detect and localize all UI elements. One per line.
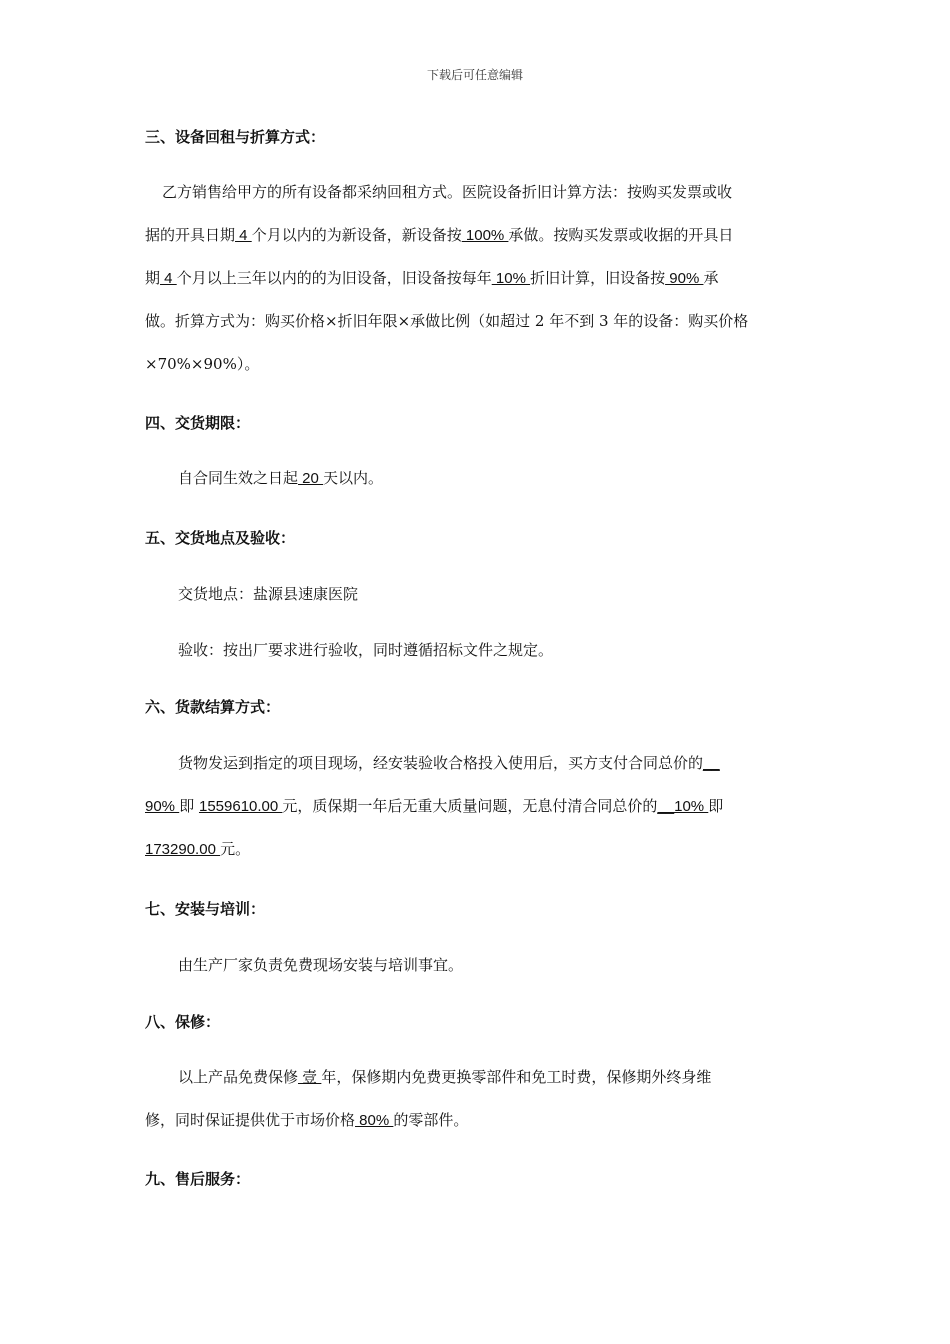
text: 个月以上三年以内的的为旧设备，旧设备按每年 xyxy=(176,269,492,287)
text: 元。 xyxy=(220,840,251,858)
section-3-line-5: ×70%×90%）。 xyxy=(145,355,260,373)
text: 年，保修期内免费更换零部件和免工时费，保修期外终身维 xyxy=(321,1068,712,1086)
blank: __ xyxy=(703,755,720,772)
text: 以上产品免费保修 xyxy=(178,1068,299,1086)
section-3-line-4: 做。折算方式为：购买价格×折旧年限×承做比例（如超过 2 年不到 3 年的设备：购买价格 xyxy=(145,312,749,330)
final-payment-amount: 173290.00 xyxy=(145,841,221,858)
text: 修，同时保证提供优于市场价格 xyxy=(145,1111,356,1129)
parts-price-ratio: 80% xyxy=(355,1112,394,1129)
section-3-line-1: 乙方销售给甲方的所有设备都采纳回租方式。医院设备折旧计算方法：按购买发票或收 xyxy=(162,183,733,201)
section-3-line-2 xyxy=(145,224,733,245)
section-4-line-1 xyxy=(178,467,383,488)
text: 折旧计算，旧设备按 xyxy=(530,269,666,287)
text: 货物发运到指定的项目现场，经安装验收合格投入使用后，买方支付合同总价的 xyxy=(178,754,704,772)
section-4-heading: 四、交货期限： xyxy=(145,414,251,432)
section-9-heading: 九、售后服务： xyxy=(145,1170,251,1188)
new-equipment-ratio: 100% xyxy=(461,227,509,244)
text: 即 xyxy=(708,797,724,815)
page-header: 下载后可任意编辑 xyxy=(426,68,523,82)
delivery-days: 20 xyxy=(298,470,324,487)
section-6-line-1 xyxy=(178,752,720,773)
section-8-line-1 xyxy=(178,1066,711,1087)
new-equipment-months: 4 xyxy=(235,227,252,244)
section-5-heading: 五、交货地点及验收： xyxy=(145,529,296,547)
text: 自合同生效之日起 xyxy=(178,469,299,487)
first-payment-amount: 1559610.00 xyxy=(198,798,283,815)
text: 即 xyxy=(179,797,199,815)
text: 个月以内的为新设备，新设备按 xyxy=(251,226,462,244)
old-equipment-months: 4 xyxy=(160,270,177,287)
section-8-heading: 八、保修： xyxy=(145,1013,221,1031)
text: 承 xyxy=(703,269,719,287)
warranty-years: 壹 xyxy=(298,1069,322,1086)
text: 承做。按购买发票或收据的开具日 xyxy=(508,226,734,244)
depreciation-rate: 10% xyxy=(491,270,531,287)
section-8-line-2 xyxy=(145,1109,468,1130)
section-6-line-3 xyxy=(145,838,250,859)
acceptance-terms: 验收：按出厂要求进行验收，同时遵循招标文件之规定。 xyxy=(178,641,554,659)
text: 期 xyxy=(145,269,161,287)
old-equipment-ratio: 90% xyxy=(665,270,704,287)
text: 的零部件。 xyxy=(393,1111,469,1129)
text: 据的开具日期 xyxy=(145,226,236,244)
section-3-line-3 xyxy=(145,267,718,288)
section-7-heading: 七、安装与培训： xyxy=(145,900,266,918)
final-payment-ratio: __10% xyxy=(657,798,709,815)
text: 天以内。 xyxy=(323,469,384,487)
section-6-heading: 六、货款结算方式： xyxy=(145,698,281,716)
delivery-location: 交货地点：盐源县速康医院 xyxy=(178,585,359,603)
section-7-line-1: 由生产厂家负责免费现场安装与培训事宜。 xyxy=(178,956,464,974)
text: 元，质保期一年后无重大质量问题，无息付清合同总价的 xyxy=(282,797,658,815)
first-payment-ratio: 90% xyxy=(145,798,180,815)
section-6-line-2 xyxy=(145,795,723,816)
section-3-heading: 三、设备回租与折算方式： xyxy=(145,128,326,146)
